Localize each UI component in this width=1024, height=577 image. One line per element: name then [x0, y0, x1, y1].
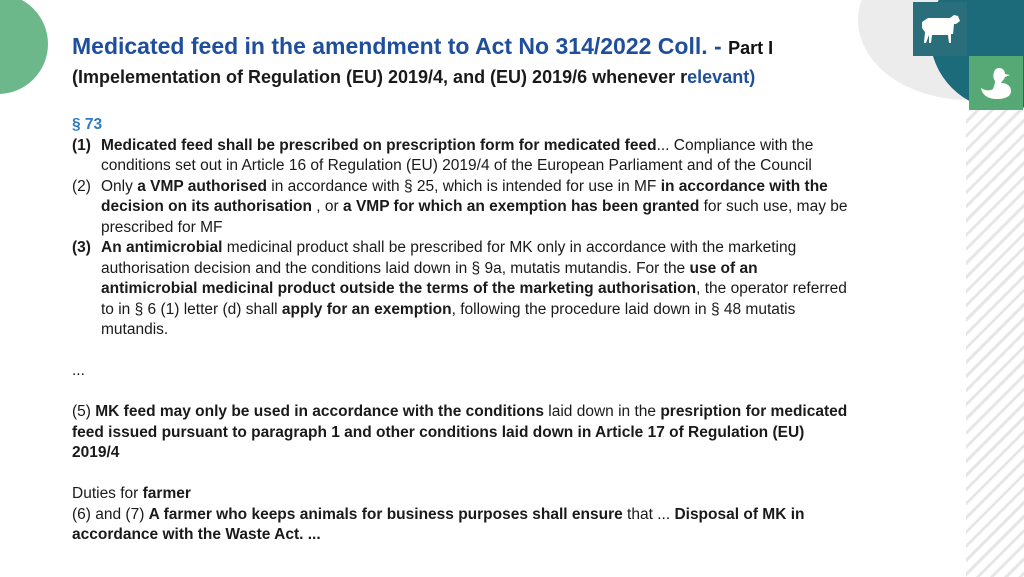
paragraph-3-number: (3)	[72, 239, 91, 256]
p67-t2: that ...	[622, 505, 675, 523]
p2-b1: a VMP authorised	[137, 177, 267, 195]
duties-bold: farmer	[142, 485, 191, 502]
p3-b3: apply for an exemption	[281, 300, 452, 318]
title-part: Part I	[728, 38, 774, 58]
paragraph-2	[72, 177, 852, 239]
paragraph-6-7	[72, 505, 852, 546]
subtitle-c: )	[749, 67, 756, 87]
paragraph-1	[72, 136, 852, 177]
p3-t3: , following the procedure laid down in § 48 mutatis mutandis.	[101, 300, 796, 338]
p2-t2: in accordance with § 25, which is intended for use in MF	[266, 177, 661, 195]
p2-t4: for such use, may be prescribed for MF	[101, 198, 848, 236]
document-body	[72, 115, 852, 546]
p3-b2: use of an antimicrobial medicinal product outside the terms of the marketing authorisation	[101, 259, 758, 297]
title-line	[72, 32, 952, 63]
slide-title	[72, 32, 952, 91]
ellipsis: ...	[72, 362, 85, 379]
p5-t2: laid down in the	[543, 403, 661, 420]
duck-icon	[977, 64, 1015, 102]
subtitle-line	[72, 63, 952, 91]
p5-b2: presription for medicated feed issued pursuant to paragraph 1 and other conditions laid down in Article 17 of Regulation (EU) 2019/4	[72, 403, 848, 461]
paragraph-2-number: (2)	[72, 177, 91, 195]
p3-t2: , the operator referred to in § 6 (1) letter (d) shall	[101, 280, 847, 318]
p2-b2: in accordance with the decision on its authorisation	[101, 177, 828, 215]
p67-b1: A farmer who keeps animals for business purposes shall ensure	[148, 505, 623, 523]
duck-icon-box	[969, 56, 1023, 110]
paragraph-1-number: (1)	[72, 136, 91, 154]
paragraph-3	[72, 238, 852, 341]
subtitle-b: elevant	[687, 67, 750, 87]
p2-t3: , or	[312, 198, 344, 215]
p5-t1: (5)	[72, 403, 96, 420]
decorative-circle	[0, 0, 48, 94]
subtitle-a: (Impelementation of Regulation (EU) 2019/4, and (EU) 2019/6 whenever r	[72, 67, 688, 87]
p1-rest: ... Compliance with the conditions set out in Article 16 of Regulation (EU) 2019/4 of the European Parliament and of the Council	[101, 136, 814, 174]
duties-heading	[72, 484, 852, 505]
section-heading: § 73	[72, 116, 103, 133]
duties-text: Duties for	[72, 485, 143, 502]
p1-bold: Medicated feed shall be prescribed on prescription form for medicated feed	[101, 136, 657, 154]
p3-b1: An antimicrobial	[101, 239, 223, 256]
p67-t1: (6) and (7)	[72, 505, 149, 523]
p2-b3: a VMP for which an exemption has been granted	[343, 198, 700, 215]
p5-b1: MK feed may only be used in accordance with the conditions	[95, 403, 544, 420]
p2-t1: Only	[101, 177, 138, 195]
decorative-stripes	[966, 110, 1024, 577]
paragraph-5	[72, 402, 852, 464]
p3-t1: medicinal product shall be prescribed for MK only in accordance with the marketing authorisation decision and the conditions laid down in § 9a, mutatis mutandis. For the	[101, 239, 797, 277]
title-main: Medicated feed in the amendment to Act No 314/2022 Coll. -	[72, 33, 729, 59]
p67-b2: Disposal of MK in accordance with the Waste Act. ...	[72, 505, 805, 543]
